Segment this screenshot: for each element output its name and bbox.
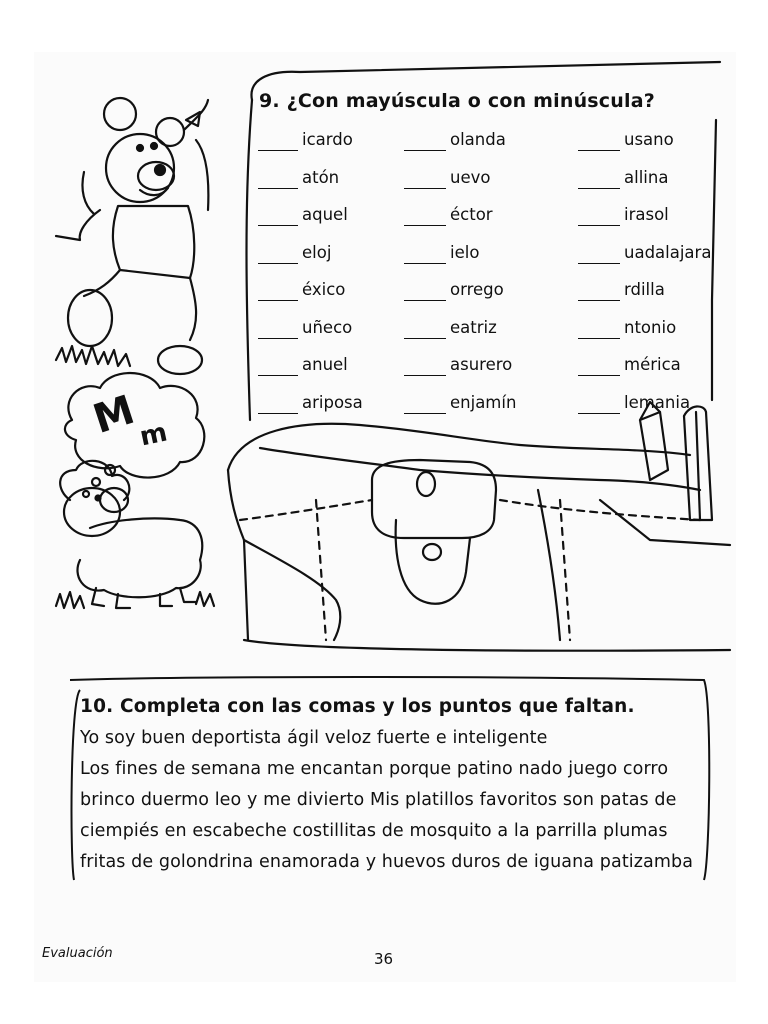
word-ending: uadalajara [624, 242, 712, 262]
word-ending: uevo [450, 167, 491, 187]
word-ending: olanda [450, 130, 506, 149]
footer-label: Evaluación [42, 946, 113, 961]
word-ending: atón [302, 167, 340, 187]
word-ending: lemania [624, 392, 691, 412]
exercise-10-title: 10. Completa con las comas y los puntos que faltan. [80, 696, 635, 717]
word-ending: usano [624, 130, 674, 149]
cloud-letter-m: m [137, 417, 170, 453]
word-ending: ielo [450, 242, 480, 262]
word-ending: ntonio [624, 317, 677, 337]
word-ending: éxico [302, 280, 346, 299]
word-ending: uñeco [302, 317, 353, 337]
cloud-letter-M: M [87, 386, 140, 444]
word-ending: enjamín [450, 392, 517, 412]
word-ending: aquel [302, 205, 348, 224]
word-ending: allina [624, 167, 669, 187]
word-ending: eatriz [450, 317, 497, 337]
word-ending: ariposa [302, 392, 363, 412]
word-ending: rdilla [624, 280, 665, 299]
word-ending: eloj [302, 242, 332, 262]
word-ending: irasol [624, 205, 669, 224]
page-number: 36 [374, 950, 394, 968]
sentence-line: fritas de golondrina enamorada y huevos duros de iguana patizamba [80, 852, 694, 872]
word-ending: anuel [302, 355, 348, 374]
word-ending: asurero [450, 355, 513, 374]
exercise-9-title: 9. ¿Con mayúscula o con minúscula? [259, 90, 655, 112]
word-ending: icardo [302, 130, 353, 149]
word-ending: orrego [450, 280, 504, 299]
sentence-line: Yo soy buen deportista ágil veloz fuerte e inteligente [80, 728, 548, 748]
sentence-line: Los fines de semana me encantan porque patino nado juego corro [80, 759, 669, 779]
sentence-line: brinco duermo leo y me divierto Mis platillos favoritos son patas de [80, 790, 677, 810]
word-ending: mérica [624, 355, 681, 374]
sentence-line: ciempiés en escabeche costillitas de mosquito a la parrilla plumas [80, 821, 668, 841]
word-ending: éctor [450, 205, 493, 224]
